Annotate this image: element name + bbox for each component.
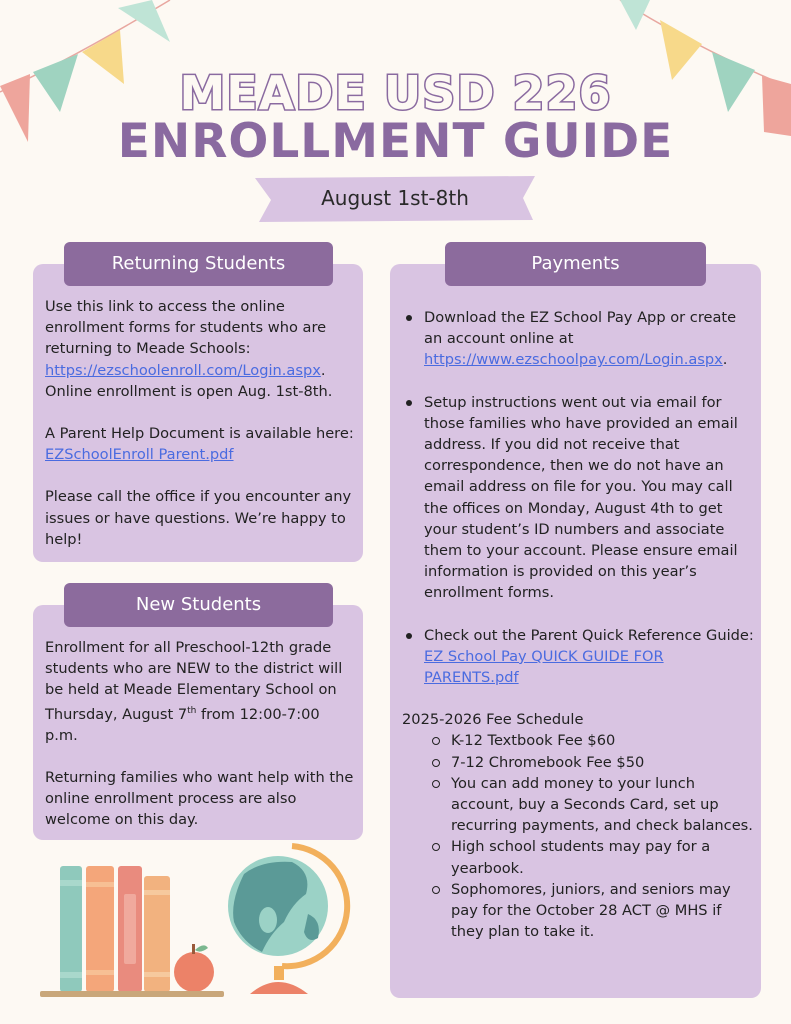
ezschoolenroll-link[interactable]: https://ezschoolenroll.com/Login.aspx — [45, 361, 321, 379]
new-students-heading: New Students — [64, 583, 333, 627]
payments-bullet-setup: Setup instructions went out via email for those families who have provided an email address. If you did not receive that correspondence, then we do not have an email address on file for you. You may call the offices on Monday, August 4th to get your student’s ID numbers and associate them to your account. Please ensure email information is provided on this year’s enrollment forms. — [402, 392, 754, 604]
new-students-text — [45, 637, 357, 830]
returning-paragraph-2: A Parent Help Document is available here: EZSchoolEnroll Parent.pdf — [45, 425, 354, 464]
payments-bullet-guide: Check out the Parent Quick Reference Guide: EZ School Pay QUICK GUIDE FOR PARENTS.pdf — [402, 625, 754, 689]
fee-item: Sophomores, juniors, and seniors may pay for the October 28 ACT @ MHS if they plan to take it. — [430, 879, 754, 943]
returning-paragraph-3: Please call the office if you encounter any issues or have questions. We’re happy to help! — [45, 488, 352, 548]
returning-students-heading: Returning Students — [64, 242, 333, 286]
fee-item: K-12 Textbook Fee $60 — [430, 730, 754, 751]
pennant-mint-right — [620, 0, 650, 30]
pennant-mint-left — [118, 0, 170, 42]
payments-bullet-list — [402, 307, 754, 688]
ezschoolpay-link[interactable]: https://www.ezschoolpay.com/Login.aspx — [424, 351, 723, 369]
new-students-paragraph-1: Enrollment for all Preschool-12th grade students who are NEW to the district will be held at Meade Elementary School on Thursday, August 7th from 12:00-7:00 p.m. — [45, 639, 343, 744]
title-line-2: ENROLLMENT GUIDE — [117, 114, 674, 169]
returning-paragraph-1: Use this link to access the online enrollment forms for students who are returning to Meade Schools: https://ezschoolenroll.com/Login.aspx. Online enrollment is open Aug. 1st-8th. — [45, 298, 333, 400]
fee-item: High school students may pay for a yearbook. — [430, 836, 754, 878]
new-students-paragraph-2: Returning families who want help with the online enrollment process are also welcome on this day. — [45, 768, 354, 829]
fee-item: 7-12 Chromebook Fee $50 — [430, 752, 754, 773]
fee-schedule-title: 2025-2026 Fee Schedule — [402, 711, 584, 729]
books-illustration — [38, 860, 228, 1000]
fee-item: You can add money to your lunch account, buy a Seconds Card, set up recurring payments, and check balances. — [430, 773, 754, 837]
apple — [174, 952, 214, 992]
date-ribbon — [255, 176, 535, 222]
payments-text — [402, 307, 754, 942]
fee-list — [430, 730, 754, 942]
payments-bullet-app: Download the EZ School Pay App or create an account online at https://www.ezschoolpay.com/Login.aspx. — [402, 307, 754, 371]
parent-help-doc-link[interactable]: EZSchoolEnroll Parent.pdf — [45, 446, 234, 464]
quick-guide-link[interactable]: EZ School Pay QUICK GUIDE FOR PARENTS.pdf — [424, 647, 664, 687]
payments-heading: Payments — [445, 242, 706, 286]
date-range: August 1st-8th — [321, 186, 469, 210]
shelf — [40, 991, 224, 997]
globe-illustration — [222, 842, 352, 1002]
title-line-1: MEADE USD 226 — [179, 66, 612, 120]
returning-students-text — [45, 296, 355, 550]
